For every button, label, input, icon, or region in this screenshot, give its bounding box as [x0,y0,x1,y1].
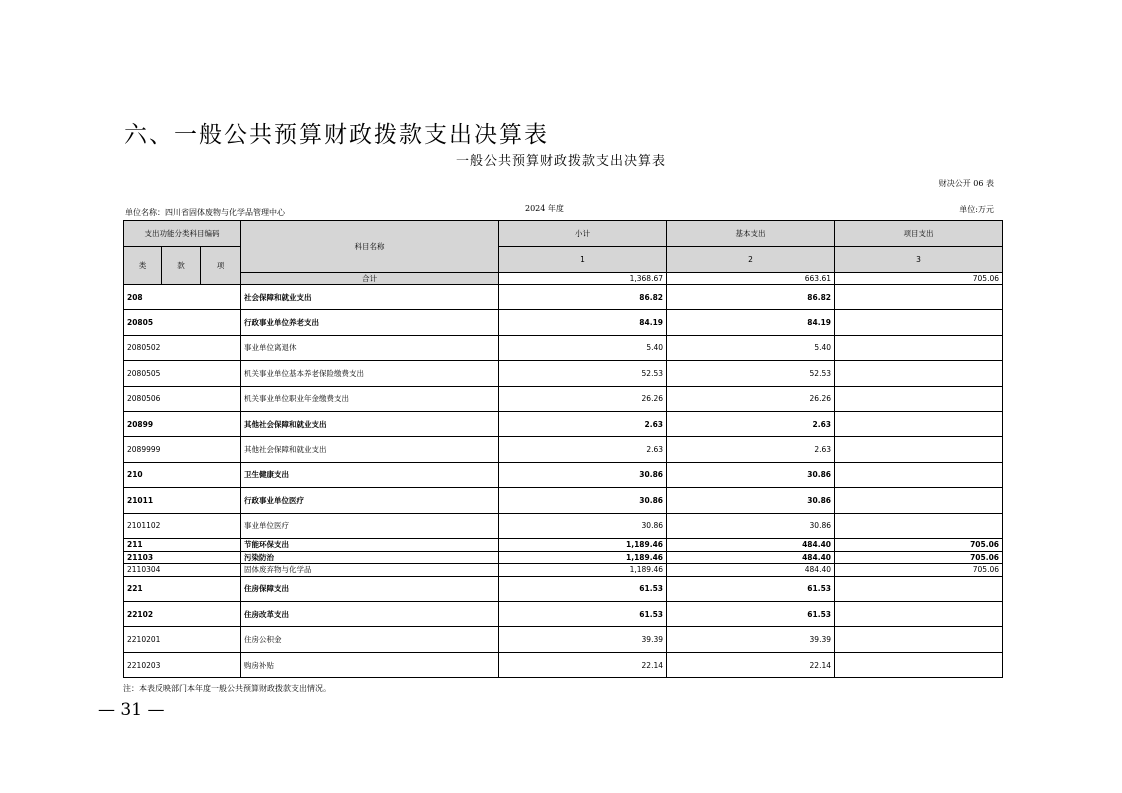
row-subject-name: 社会保障和就业支出 [241,285,499,310]
row-basic: 30.86 [667,513,835,538]
table-row [124,386,1003,411]
table-row [124,462,1003,487]
table-row [124,576,1003,601]
row-code: 2110304 [124,564,241,577]
unit-name: 单位名称：四川省固体废物与化学品管理中心 [125,208,285,217]
row-subtotal: 61.53 [499,576,667,601]
row-basic: 86.82 [667,285,835,310]
table-note: 注：本表反映部门本年度一般公共预算财政拨款支出情况。 [123,684,331,693]
row-code: 208 [124,285,241,310]
row-project [835,652,1003,677]
row-project [835,437,1003,462]
table-body [124,285,1003,678]
total-basic: 663.61 [667,273,835,285]
header-func-code: 支出功能分类科目编码 [124,221,241,247]
row-basic: 26.26 [667,386,835,411]
row-subject-name: 住房改革支出 [241,602,499,627]
total-subtotal: 1,368.67 [499,273,667,285]
row-basic: 39.39 [667,627,835,652]
row-code: 2080505 [124,361,241,386]
row-code: 2089999 [124,437,241,462]
row-subject-name: 机关事业单位基本养老保险缴费支出 [241,361,499,386]
row-project [835,386,1003,411]
table-row [124,627,1003,652]
form-code: 财决公开 06 表 [938,179,994,188]
row-basic: 484.40 [667,538,835,551]
table-row [124,488,1003,513]
row-basic: 22.14 [667,652,835,677]
row-code: 210 [124,462,241,487]
header-subject-name: 科目名称 [241,221,499,273]
row-subtotal: 26.26 [499,386,667,411]
row-subtotal: 84.19 [499,310,667,335]
row-basic: 484.40 [667,564,835,577]
row-subtotal: 30.86 [499,462,667,487]
header-project: 项目支出 [835,221,1003,247]
row-code: 20899 [124,411,241,436]
row-project [835,602,1003,627]
row-project: 705.06 [835,564,1003,577]
row-basic: 2.63 [667,437,835,462]
header-xiang: 项 [201,247,241,285]
table-row [124,551,1003,564]
row-project [835,513,1003,538]
row-basic: 61.53 [667,602,835,627]
row-code: 2080502 [124,335,241,360]
row-project [835,285,1003,310]
row-code: 20805 [124,310,241,335]
row-project: 705.06 [835,551,1003,564]
header-basic: 基本支出 [667,221,835,247]
row-subtotal: 86.82 [499,285,667,310]
row-subtotal: 1,189.46 [499,564,667,577]
table-row [124,513,1003,538]
row-subtotal: 30.86 [499,513,667,538]
total-label: 合计 [241,273,499,285]
row-subtotal: 30.86 [499,488,667,513]
row-code: 21103 [124,551,241,564]
row-subject-name: 卫生健康支出 [241,462,499,487]
row-subject-name: 其他社会保障和就业支出 [241,437,499,462]
fiscal-year: 2024 年度 [525,204,564,213]
header-kuan: 款 [162,247,201,285]
table-title: 一般公共预算财政拨款支出决算表 [455,154,666,169]
table-row [124,538,1003,551]
row-basic: 61.53 [667,576,835,601]
row-subject-name: 固体废弃物与化学品 [241,564,499,577]
row-subtotal: 52.53 [499,361,667,386]
row-subject-name: 行政事业单位养老支出 [241,310,499,335]
row-code: 2101102 [124,513,241,538]
row-basic: 52.53 [667,361,835,386]
expenditure-table [123,220,1003,678]
section-title: 六、一般公共预算财政拨款支出决算表 [124,122,549,148]
currency-unit: 单位:万元 [959,205,994,214]
row-subtotal: 2.63 [499,437,667,462]
row-basic: 484.40 [667,551,835,564]
row-basic: 30.86 [667,488,835,513]
row-code: 221 [124,576,241,601]
row-subject-name: 其他社会保障和就业支出 [241,411,499,436]
row-subtotal: 22.14 [499,652,667,677]
row-basic: 5.40 [667,335,835,360]
row-project [835,576,1003,601]
table-row [124,335,1003,360]
header-col3: 3 [835,247,1003,273]
row-project [835,335,1003,360]
row-subject-name: 购房补贴 [241,652,499,677]
row-basic: 30.86 [667,462,835,487]
header-subtotal: 小计 [499,221,667,247]
row-subject-name: 行政事业单位医疗 [241,488,499,513]
table-row [124,437,1003,462]
table-row [124,602,1003,627]
row-basic: 84.19 [667,310,835,335]
row-project [835,462,1003,487]
row-subject-name: 住房公积金 [241,627,499,652]
row-subtotal: 39.39 [499,627,667,652]
row-subject-name: 污染防治 [241,551,499,564]
row-subtotal: 1,189.46 [499,551,667,564]
row-project: 705.06 [835,538,1003,551]
row-subject-name: 住房保障支出 [241,576,499,601]
row-code: 211 [124,538,241,551]
table-row [124,652,1003,677]
row-code: 2210201 [124,627,241,652]
row-subject-name: 事业单位医疗 [241,513,499,538]
row-subject-name: 事业单位离退休 [241,335,499,360]
table-row [124,310,1003,335]
row-project [835,627,1003,652]
row-code: 22102 [124,602,241,627]
row-subject-name: 机关事业单位职业年金缴费支出 [241,386,499,411]
header-col1: 1 [499,247,667,273]
table-row [124,411,1003,436]
row-subtotal: 61.53 [499,602,667,627]
total-project: 705.06 [835,273,1003,285]
header-lei: 类 [124,247,162,285]
row-project [835,411,1003,436]
row-subtotal: 2.63 [499,411,667,436]
header-col2: 2 [667,247,835,273]
row-code: 21011 [124,488,241,513]
row-code: 2210203 [124,652,241,677]
page-number: — 31 — [98,700,165,720]
row-code: 2080506 [124,386,241,411]
row-project [835,310,1003,335]
row-basic: 2.63 [667,411,835,436]
row-subtotal: 1,189.46 [499,538,667,551]
table-row [124,564,1003,577]
row-subtotal: 5.40 [499,335,667,360]
table-row [124,285,1003,310]
row-project [835,361,1003,386]
table-row [124,361,1003,386]
row-subject-name: 节能环保支出 [241,538,499,551]
row-project [835,488,1003,513]
